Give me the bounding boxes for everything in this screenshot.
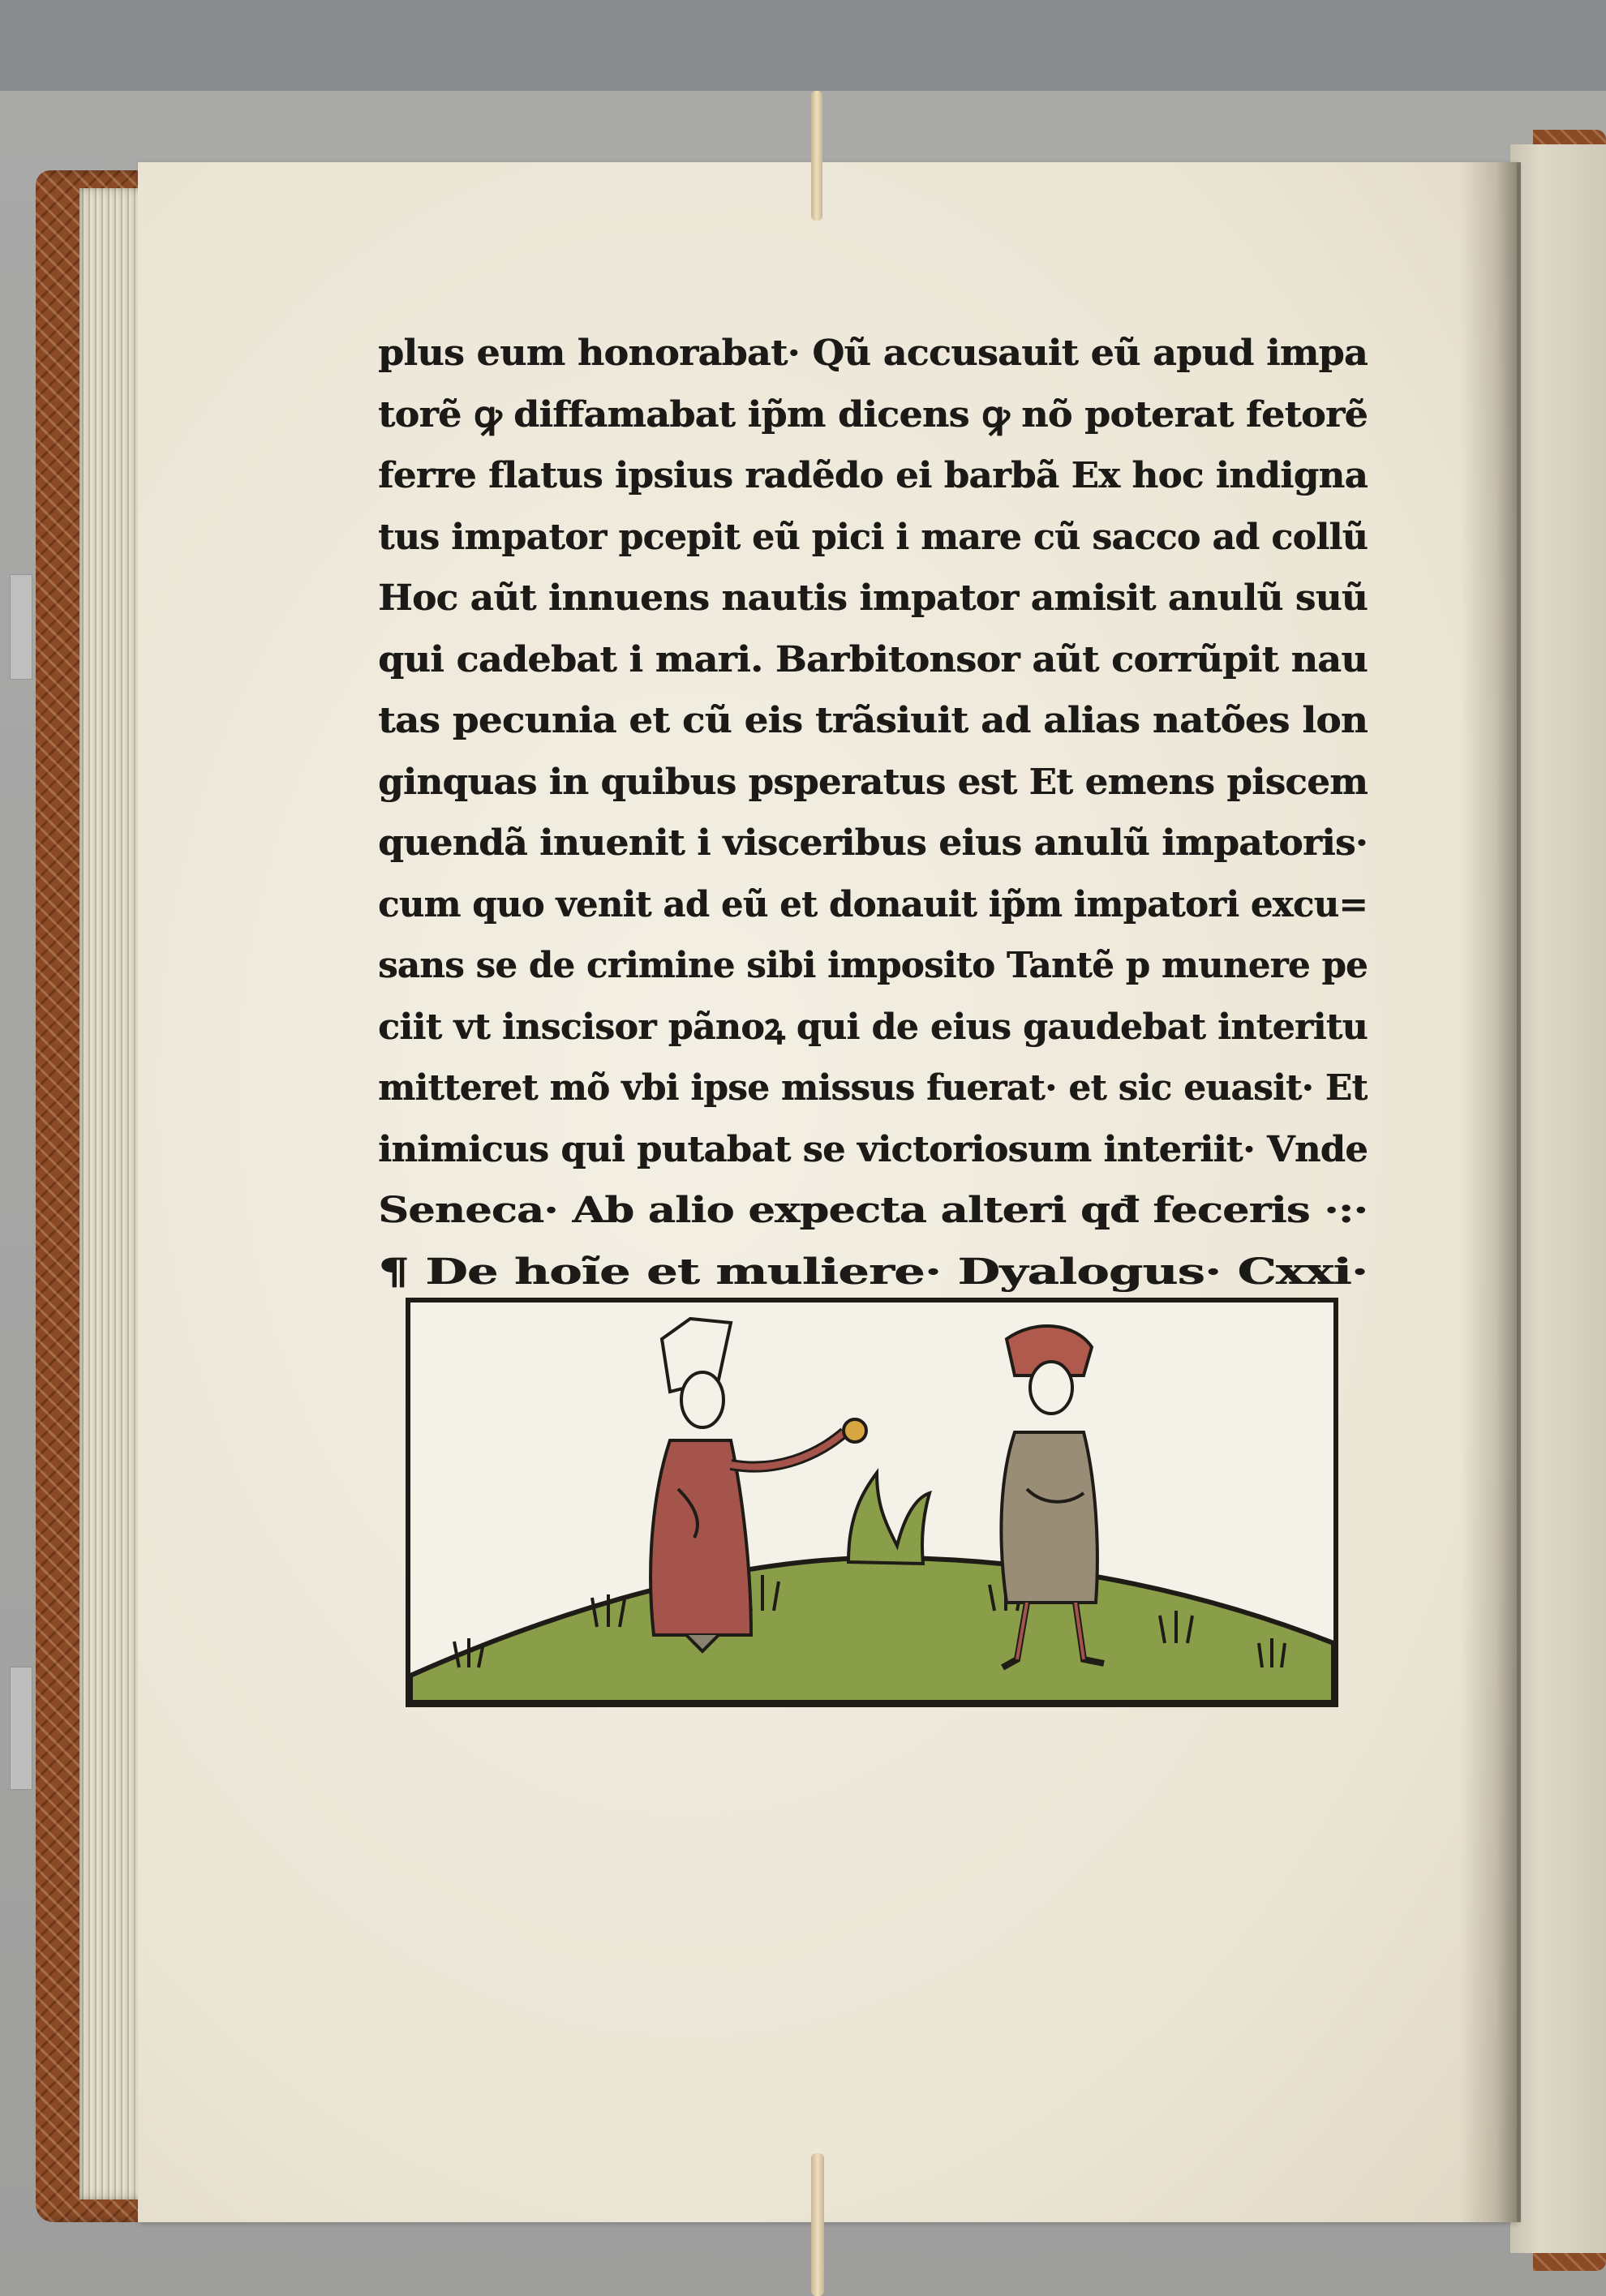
text-line: sans se de crimine sibi imposito Tantẽ p munere pe (378, 945, 1368, 986)
page-gutter-shadow (1460, 162, 1521, 2222)
text-line: tus impator pcepit eũ pici i mare cũ sacco ad collũ (378, 516, 1368, 558)
text-line: inimicus qui putabat se victoriosum interiit· Vnde (378, 1128, 1368, 1170)
page-pin-top (811, 91, 822, 221)
text-line: tas pecunia et cũ eis trãsiuit ad alias natões lon (378, 700, 1368, 741)
text-line: Seneca· Ab alio expecta alteri qđ feceris ·:· (378, 1190, 1368, 1231)
text-line: cum quo venit ad eũ et donauit ip̃m impatori excu= (378, 883, 1368, 925)
text-line: ciit vt inscisor pãnoꝝ qui de eius gaudebat interitu (378, 1006, 1368, 1048)
top-band (0, 0, 1606, 91)
text-line: quendã inuenit i visceribus eius anulũ impatoris· (378, 822, 1368, 864)
text-line: mitteret mõ vbi ipse missus fuerat· et sic euasit· Et (378, 1067, 1368, 1109)
text-block (378, 323, 1368, 1302)
page-pin-bottom (811, 2153, 824, 2296)
text-line: Hoc aũt innuens nautis impator amisit anulũ suũ (378, 577, 1368, 619)
text-line: plus eum honorabat· Qũ accusauit eũ apud impa (378, 333, 1368, 374)
woodcut-illustration-icon (406, 1298, 1338, 1707)
text-line: torẽ ꝙ diffamabat ip̃m dicens ꝙ nõ poterat fetorẽ (378, 393, 1368, 436)
plant (848, 1473, 930, 1564)
facing-page-edge (1510, 144, 1606, 2253)
clip-left-upper (10, 574, 32, 680)
woodcut-drawing (410, 1302, 1333, 1702)
hill (410, 1558, 1333, 1702)
text-line: ferre flatus ipsius radẽdo ei barbã Ex hoc indigna (378, 455, 1368, 496)
chapter-heading: ¶ De hoĩe et muliere· Dyalogus· Cxxi· (378, 1251, 1368, 1293)
text-line: ginquas in quibus psperatus est Et emens piscem (378, 761, 1368, 803)
text-line: qui cadebat i mari. Barbitonsor aũt corrũpit nau (378, 638, 1368, 680)
clip-left-lower (10, 1667, 32, 1790)
